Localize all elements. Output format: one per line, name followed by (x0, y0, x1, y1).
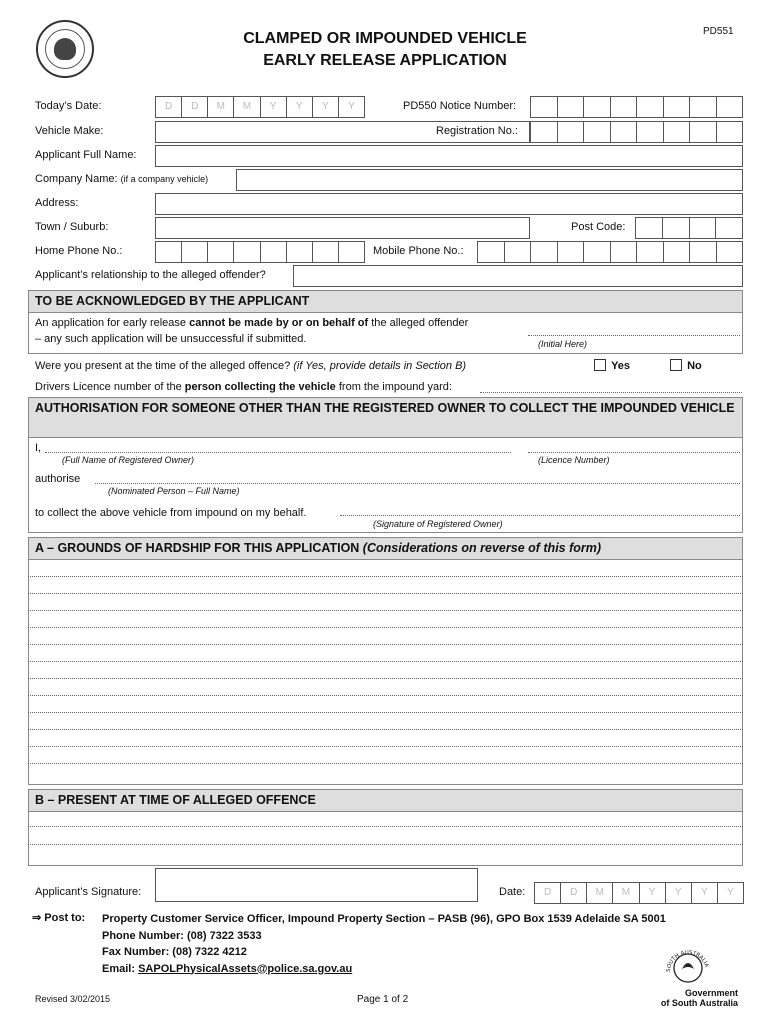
ack-line2: – any such application will be unsuccessful if submitted. (35, 333, 307, 345)
mobile-phone-label: Mobile Phone No.: (373, 245, 464, 257)
section-b-heading: B – PRESENT AT TIME OF ALLEGED OFFENCE (29, 790, 742, 812)
nominated-person-hint: (Nominated Person – Full Name) (108, 486, 240, 496)
no-option[interactable] (670, 359, 702, 374)
yes-label: Yes (611, 360, 631, 372)
section-a-line-1[interactable] (28, 576, 743, 577)
i-label: I, (35, 442, 42, 454)
initial-hint: (Initial Here) (538, 339, 588, 349)
page-number: Page 1 of 2 (357, 994, 409, 1005)
relationship-input[interactable] (293, 265, 743, 287)
no-checkbox[interactable] (670, 359, 682, 371)
owner-signature-hint: (Signature of Registered Owner) (373, 519, 503, 529)
section-a-line-12[interactable] (28, 763, 743, 764)
company-name-label: Company Name: (if a company vehicle) (35, 173, 209, 185)
initial-line[interactable] (528, 335, 740, 336)
ack-line1: An application for early release cannot be made by or on behalf of the alleged offender (35, 317, 469, 329)
gov-sa-text: Government of South Australia (660, 988, 738, 1008)
email-link[interactable]: SAPOLPhysicalAssets@police.sa.gov.au (138, 962, 353, 975)
yes-checkbox[interactable] (594, 359, 606, 371)
form-number: PD551 (703, 26, 734, 37)
section-a-line-4[interactable] (28, 627, 743, 628)
arrow-right-icon: ⇒ (32, 912, 42, 924)
section-a-line-6[interactable] (28, 661, 743, 662)
section-a-line-2[interactable] (28, 593, 743, 594)
section-b (28, 789, 743, 866)
no-label: No (687, 360, 702, 372)
section-a-line-7[interactable] (28, 678, 743, 679)
collect-text: to collect the above vehicle from impound on my behalf. (35, 507, 307, 519)
town-label: Town / Suburb: (35, 221, 109, 233)
relationship-label: Applicant’s relationship to the alleged offender? (35, 269, 266, 281)
todays-date-cells[interactable]: D D M M Y Y Y Y (155, 96, 365, 118)
home-phone-input[interactable] (155, 241, 365, 263)
licence-line[interactable] (480, 392, 742, 393)
mobile-phone-input[interactable] (477, 241, 743, 263)
home-phone-label: Home Phone No.: (35, 245, 123, 257)
present-question: Were you present at the time of the alleged offence? (if Yes, provide details in Section B) (35, 360, 467, 372)
gov-sa-seal-icon (662, 942, 714, 986)
post-code-input[interactable] (635, 217, 743, 239)
owner-signature-line[interactable] (340, 515, 740, 516)
pd550-label: PD550 Notice Number: (403, 100, 517, 112)
address-input[interactable] (155, 193, 743, 215)
applicant-signature-box[interactable] (155, 868, 478, 902)
signature-date-cells[interactable]: D D M M Y Y Y Y (534, 882, 744, 904)
yes-option[interactable] (594, 359, 630, 374)
section-a-line-9[interactable] (28, 712, 743, 713)
owner-licence-hint: (Licence Number) (538, 455, 610, 465)
post-code-label: Post Code: (571, 221, 626, 233)
nominated-person-line[interactable] (95, 483, 740, 484)
section-b-line-2[interactable] (28, 844, 743, 845)
registration-input[interactable] (530, 121, 743, 143)
authorisation-heading: AUTHORISATION FOR SOMEONE OTHER THAN THE REGISTERED OWNER TO COLLECT THE IMPOUNDED VEHICLE (29, 398, 742, 438)
authorise-label: authorise (35, 473, 81, 485)
post-to-details: Property Customer Service Officer, Impound Property Section – PASB (96), GPO Box 1539 Adelaide SA 5001 Phone Number: (08) 7322 3533 Fax Number: (08) 7322 4212 Email: SAPOLPhysicalAssets@police.sa.gov.au (102, 913, 666, 975)
form-title: CLAMPED OR IMPOUNDED VEHICLE EARLY RELEASE APPLICATION (243, 30, 527, 69)
section-b-line-1[interactable] (28, 826, 743, 827)
post-to-label: ⇒ Post to: (32, 912, 86, 924)
todays-date-label: Today’s Date: (35, 100, 102, 112)
seal-text: SOUTH AUSTRALIA (665, 949, 710, 973)
company-name-input[interactable] (236, 169, 743, 191)
acknowledge-heading: TO BE ACKNOWLEDGED BY THE APPLICANT (29, 291, 742, 313)
licence-label: Drivers Licence number of the person collecting the vehicle from the impound yard: (35, 381, 452, 393)
applicant-signature-label: Applicant’s Signature: (35, 886, 142, 898)
section-a-line-5[interactable] (28, 644, 743, 645)
pd550-input[interactable] (530, 96, 743, 118)
signature-date-label: Date: (499, 886, 526, 898)
section-a-line-11[interactable] (28, 746, 743, 747)
registration-label: Registration No.: (436, 125, 518, 137)
owner-licence-line[interactable] (528, 452, 740, 453)
owner-name-line[interactable] (45, 452, 511, 453)
address-label: Address: (35, 197, 79, 209)
section-a-line-10[interactable] (28, 729, 743, 730)
vehicle-make-label: Vehicle Make: (35, 125, 104, 137)
section-a-line-3[interactable] (28, 610, 743, 611)
revised-date: Revised 3/02/2015 (35, 994, 111, 1004)
applicant-name-input[interactable] (155, 145, 743, 167)
svg-text:SOUTH AUSTRALIA (666, 950, 709, 972)
section-a-heading: A – GROUNDS OF HARDSHIP FOR THIS APPLICATION (Considerations on reverse of this form) (29, 538, 742, 560)
owner-name-hint: (Full Name of Registered Owner) (62, 455, 195, 465)
section-a-line-8[interactable] (28, 695, 743, 696)
town-input[interactable] (155, 217, 530, 239)
applicant-name-label: Applicant Full Name: (35, 149, 137, 161)
